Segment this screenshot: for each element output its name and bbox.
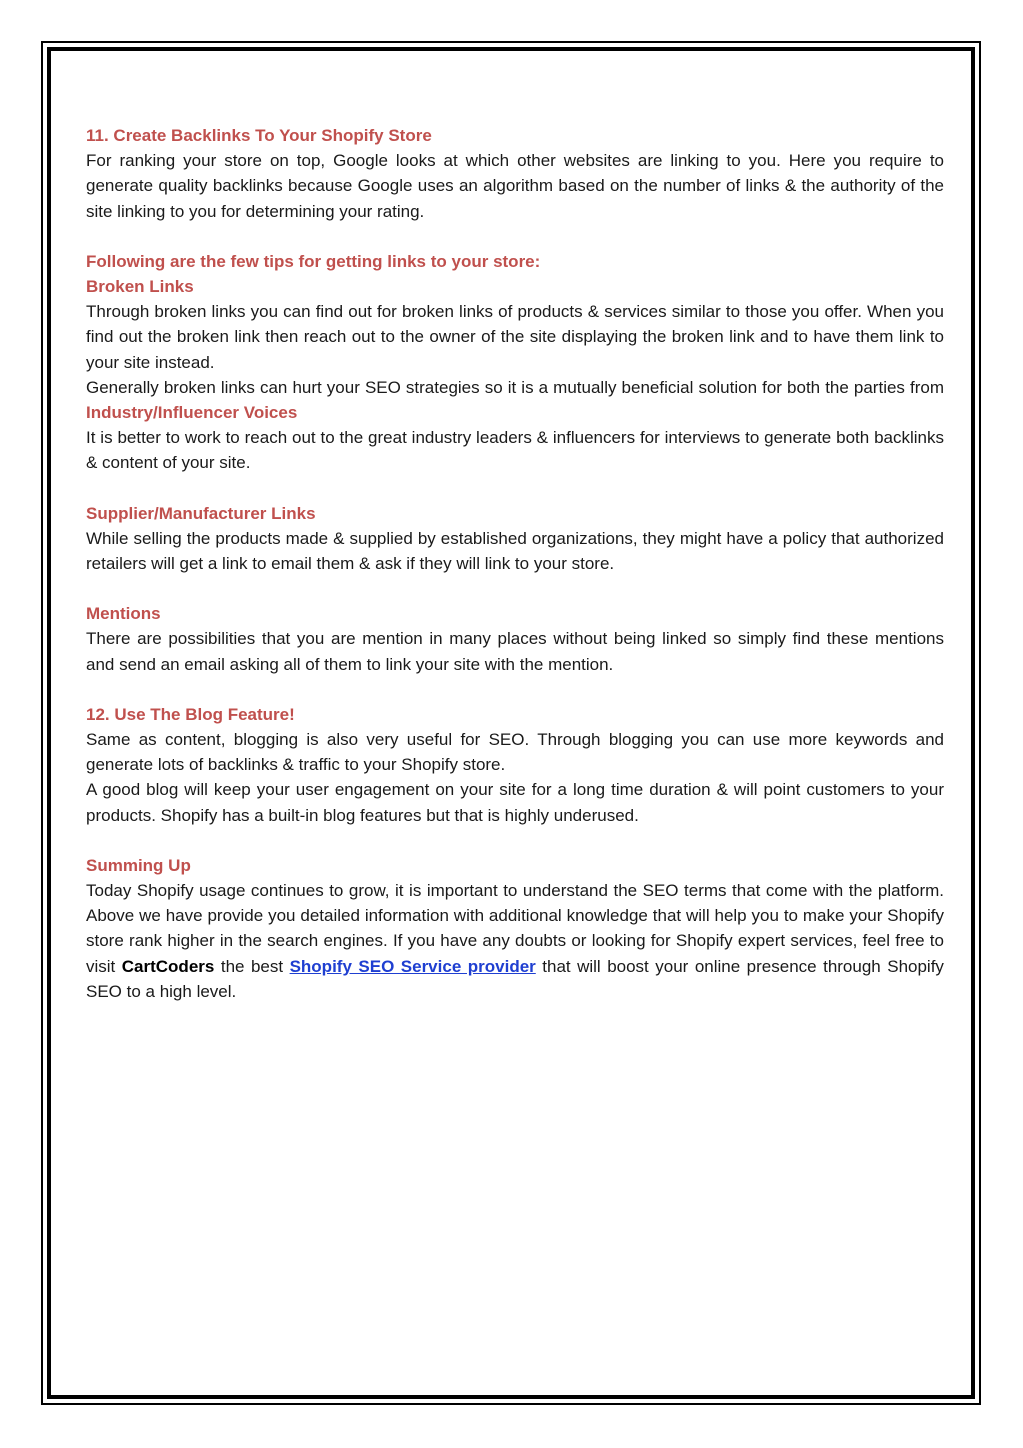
brand-name: CartCoders xyxy=(121,956,215,976)
broken-links-heading: Broken Links xyxy=(86,277,194,297)
spacer xyxy=(86,677,944,702)
supplier-heading: Supplier/Manufacturer Links xyxy=(86,503,316,523)
section-11-body: For ranking your store on top, Google looks at which other websites are linking to you. Here you require to generate quality backlinks because Google uses an algorithm based on the number of links & the authority of the site linking to you for determining your rating. xyxy=(86,151,944,221)
section-12-body-2: A good blog will keep your user engagement on your site for a long time duration & will point customers to your products. Shopify has a built-in blog features but that is highly underused. xyxy=(86,780,944,825)
spacer xyxy=(86,224,944,249)
summary-text-mid: the best xyxy=(220,956,284,976)
mentions-body: There are possibilities that you are mention in many places without being linked so simply find these mentions and send an email asking all of them to link your site with the mention. xyxy=(86,629,944,674)
spacer xyxy=(86,576,944,601)
broken-links-body-2 xyxy=(86,375,944,425)
spacer xyxy=(86,828,944,853)
broken-links-text: Generally broken links can hurt your SEO strategies so it is a mutually beneficial solution for both the parties from xyxy=(86,377,944,397)
broken-links-body: Through broken links you can find out for broken links of products & services similar to those you offer. When you find out the broken link then reach out to the owner of the site displaying the broken link and to have them link to your site instead. xyxy=(86,302,944,372)
influencer-body: It is better to work to reach out to the great industry leaders & influencers for interviews to generate both backlinks & content of your site. xyxy=(86,428,944,473)
shopify-seo-service-link[interactable]: Shopify SEO Service provider xyxy=(289,956,536,976)
document-body xyxy=(86,123,944,1004)
supplier-body: While selling the products made & supplied by established organizations, they might have a policy that authorized retailers will get a link to email them & ask if they will link to your store. xyxy=(86,528,944,574)
summary-heading: Summing Up xyxy=(86,855,191,875)
section-11-heading: 11. Create Backlinks To Your Shopify Store xyxy=(86,126,432,145)
spacer xyxy=(86,476,944,501)
section-12-body-1: Same as content, blogging is also very useful for SEO. Through blogging you can use more keywords and generate lots of backlinks & traffic to your Shopify store. xyxy=(86,730,944,775)
mentions-heading: Mentions xyxy=(86,604,161,624)
summary-body xyxy=(86,878,944,1004)
influencer-heading: Industry/Influencer Voices xyxy=(86,403,298,423)
summary-text-start: Today Shopify usage continues to grow, it is important to understand the SEO terms that come with the platform. Above we have provide you detailed information with additional knowledge that will help you to make your Shopify store rank higher in the search engines. If you have any doubts or looking for Shopify expert services, feel free to visit xyxy=(86,881,944,976)
tips-heading: Following are the few tips for getting links to your store: xyxy=(86,251,541,271)
section-12-heading: 12. Use The Blog Feature! xyxy=(86,704,295,724)
summary-text-end: that will boost your online presence through Shopify SEO to a high level. xyxy=(86,956,944,1001)
